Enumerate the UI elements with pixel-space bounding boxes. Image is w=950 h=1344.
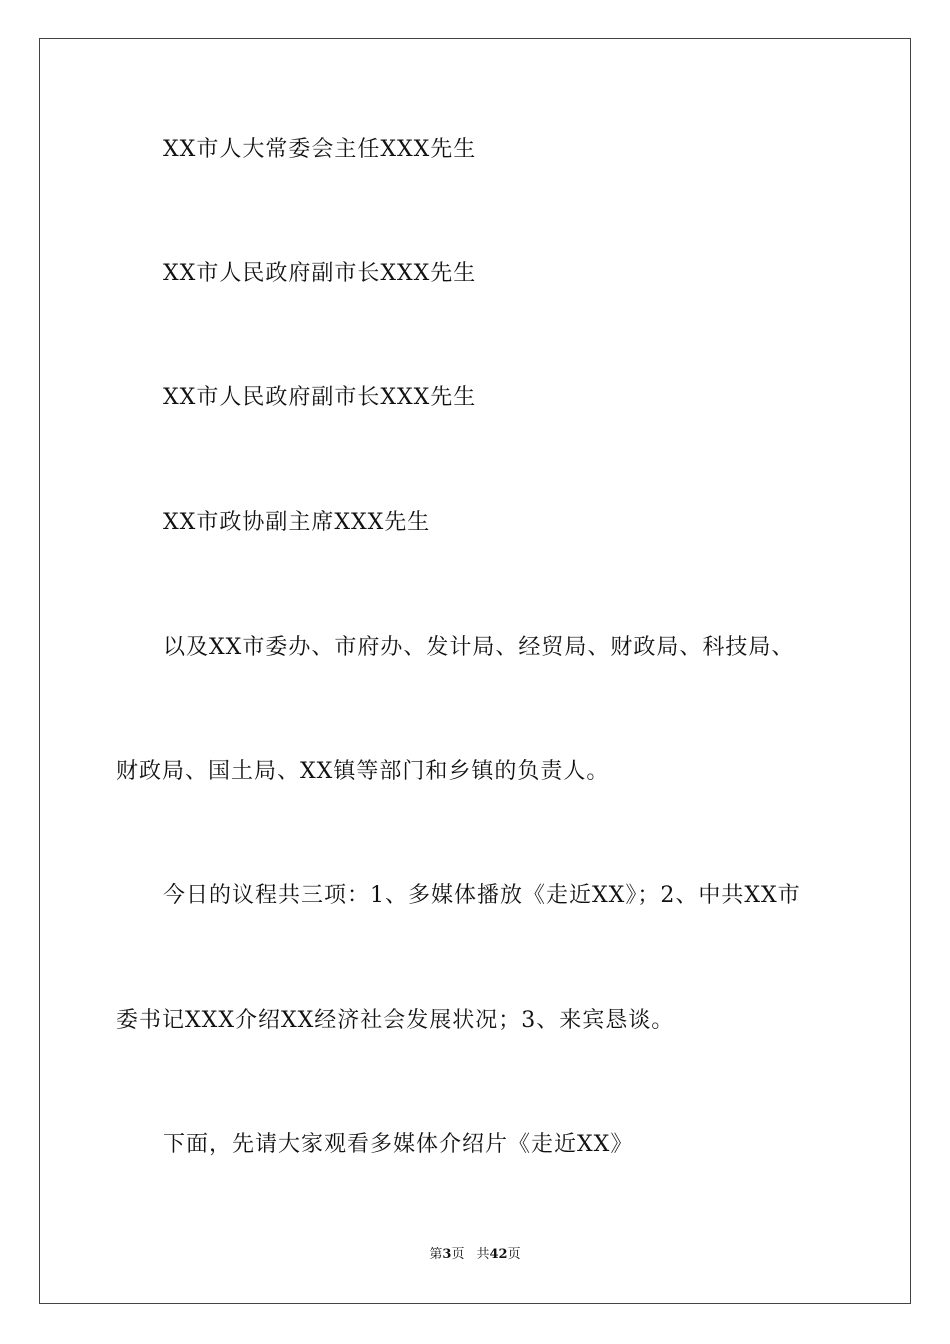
footer-total-suffix: 页 bbox=[507, 1247, 521, 1262]
footer-total-pages: 42 bbox=[489, 1247, 508, 1262]
text-line-9: 下面，先请大家观看多媒体介绍片《走近XX》 bbox=[163, 1132, 634, 1157]
text-line-2: XX市人民政府副市长XXX先生 bbox=[163, 261, 477, 286]
text-line-8: 委书记XXX介绍XX经济社会发展状况；3、来宾恳谈。 bbox=[116, 1008, 675, 1033]
footer-total-prefix: 共 bbox=[476, 1247, 490, 1262]
page-border bbox=[39, 38, 911, 1304]
text-line-6: 财政局、国土局、XX镇等部门和乡镇的负责人。 bbox=[116, 759, 610, 784]
text-line-4: XX市政协副主席XXX先生 bbox=[163, 510, 431, 535]
text-line-5: 以及XX市委办、市府办、发计局、经贸局、财政局、科技局、 bbox=[163, 635, 795, 660]
footer-page-prefix: 第 bbox=[429, 1247, 443, 1262]
text-line-1: XX市人大常委会主任XXX先生 bbox=[163, 137, 477, 162]
text-line-7: 今日的议程共三项：1、多媒体播放《走近XX》；2、中共XX市 bbox=[163, 883, 801, 908]
footer-page-suffix: 页 bbox=[451, 1247, 465, 1262]
text-line-3: XX市人民政府副市长XXX先生 bbox=[163, 385, 477, 410]
footer-page-number: 3 bbox=[442, 1247, 452, 1262]
page-footer bbox=[0, 1246, 950, 1264]
